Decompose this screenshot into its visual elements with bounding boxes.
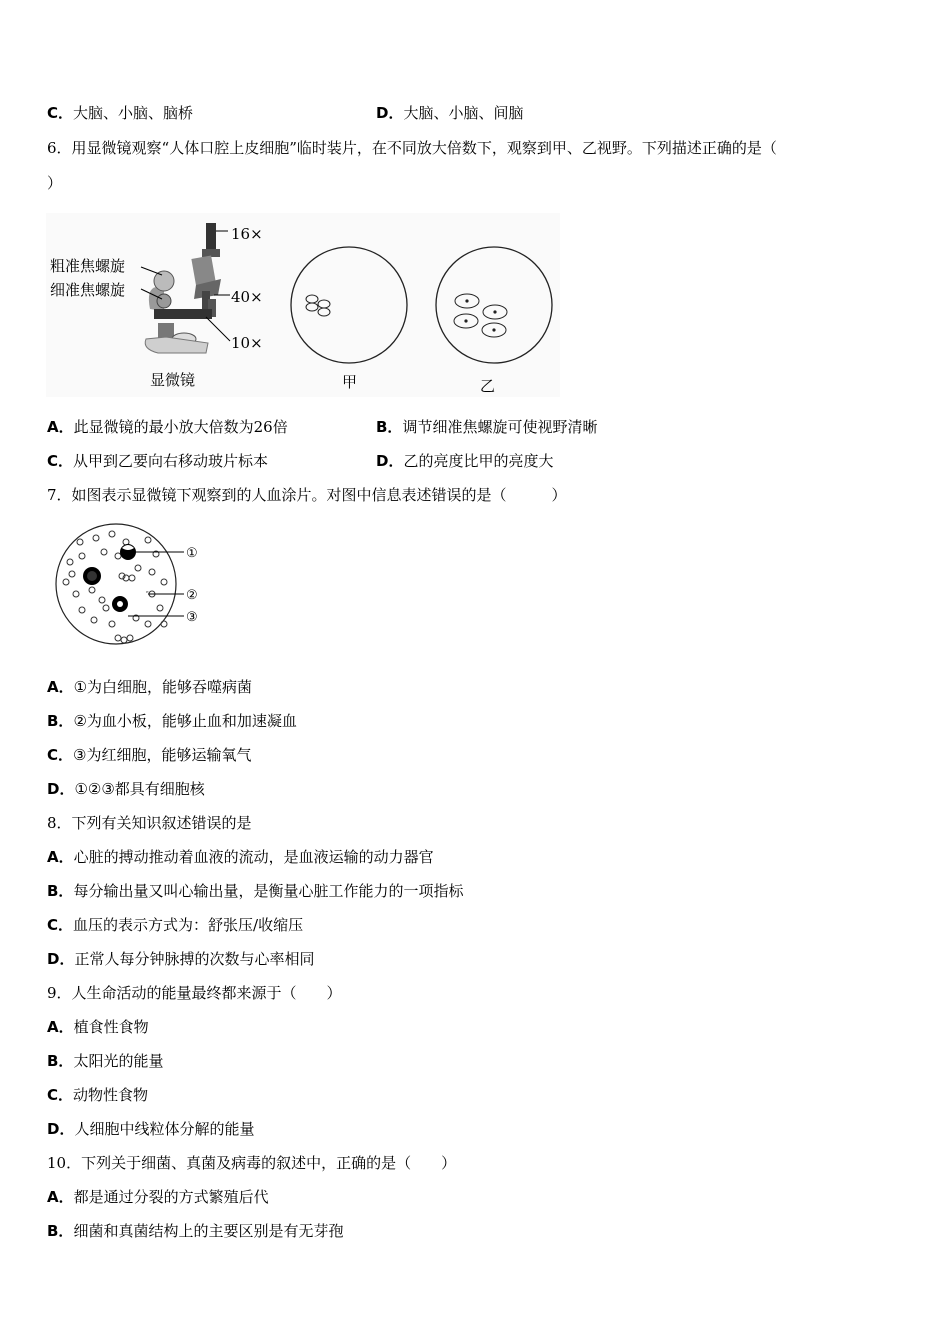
q8-option-c: C．血压的表示方式为：舒张压/收缩压 <box>47 916 304 934</box>
q7-option-d: D．①②③都具有细胞核 <box>47 780 205 798</box>
q6-option-d: D．乙的亮度比甲的亮度大 <box>376 452 554 470</box>
q6-figure <box>46 213 560 397</box>
q9-option-b: B．太阳光的能量 <box>47 1052 164 1070</box>
q6-option-c: C．从甲到乙要向右移动玻片标本 <box>47 452 269 470</box>
q9-option-a: A．植食性食物 <box>47 1018 149 1036</box>
q8-option-b: B．每分输出量又叫心输出量，是衡量心脏工作能力的一项指标 <box>47 882 464 900</box>
q5-option-d: D．大脑、小脑、间脑 <box>376 104 524 122</box>
q8-option-d: D．正常人每分钟脉搏的次数与心率相同 <box>47 950 315 968</box>
label-fine-knob: 细准焦螺旋 <box>50 281 126 299</box>
q9-option-d: D．人细胞中线粒体分解的能量 <box>47 1120 255 1138</box>
q7-option-a: A．①为白细胞，能够吞噬病菌 <box>47 678 253 696</box>
q6-option-a: A．此显微镜的最小放大倍数为26倍 <box>47 418 288 436</box>
q7-blood-smear-figure <box>52 520 208 648</box>
q7-option-c: C．③为红细胞，能够运输氧气 <box>47 746 252 764</box>
q6-stem: 6．用显微镜观察“人体口腔上皮细胞”临时装片，在不同放大倍数下，观察到甲、乙视野。下列描述正确的是（ <box>47 139 777 157</box>
caption-view-a: 甲 <box>342 373 358 391</box>
q9-option-c: C．动物性食物 <box>47 1086 149 1104</box>
q8-stem: 8．下列有关知识叙述错误的是 <box>47 814 252 832</box>
label-coarse-knob: 粗准焦螺旋 <box>50 257 126 275</box>
q5-option-c: C．大脑、小脑、脑桥 <box>47 104 194 122</box>
marker-2: ② <box>186 588 198 603</box>
q6-stem-close: ） <box>47 174 63 192</box>
marker-1: ① <box>186 546 198 561</box>
q9-stem: 9．人生命活动的能量最终都来源于（ ） <box>47 984 342 1002</box>
label-objective-low: 10× <box>231 334 263 352</box>
q10-stem: 10．下列关于细菌、真菌及病毒的叙述中，正确的是（ ） <box>47 1154 457 1172</box>
label-eyepiece: 16× <box>231 225 263 243</box>
q10-option-a: A．都是通过分裂的方式繁殖后代 <box>47 1188 269 1206</box>
q7-stem: 7．如图表示显微镜下观察到的人血涂片。对图中信息表述错误的是（ ） <box>47 486 567 504</box>
q8-option-a: A．心脏的搏动推动着血液的流动，是血液运输的动力器官 <box>47 848 434 866</box>
marker-3: ③ <box>186 610 198 625</box>
caption-microscope: 显微镜 <box>150 371 196 389</box>
label-objective-high: 40× <box>231 288 263 306</box>
q10-option-b: B．细菌和真菌结构上的主要区别是有无芽孢 <box>47 1222 344 1240</box>
q7-option-b: B．②为血小板，能够止血和加速凝血 <box>47 712 297 730</box>
svg-text:ₑ: ₑ <box>146 587 149 595</box>
caption-view-b: 乙 <box>480 377 496 395</box>
q6-option-b: B．调节细准焦螺旋可使视野清晰 <box>376 418 598 436</box>
